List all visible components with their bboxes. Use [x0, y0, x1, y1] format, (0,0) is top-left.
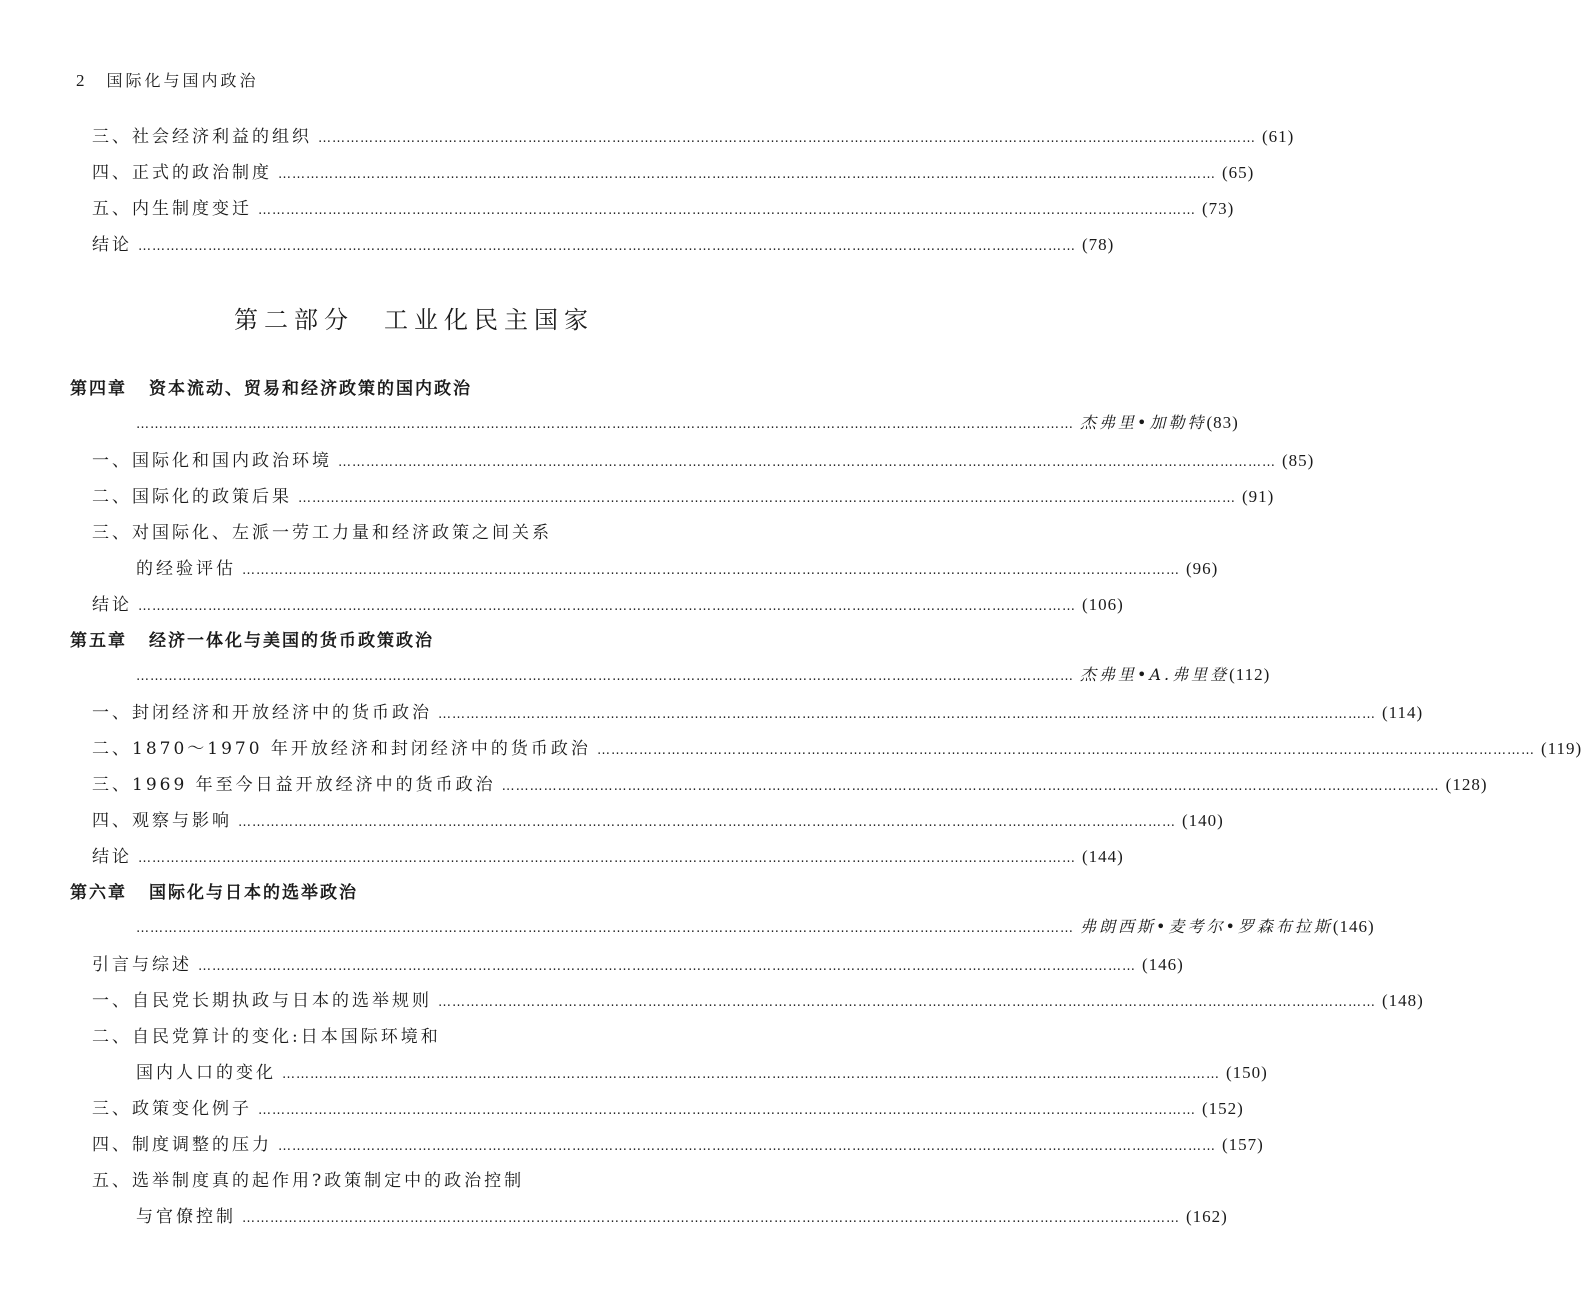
toc-entry-title: 结论: [92, 235, 132, 255]
toc-entry[interactable]: [92, 806, 1224, 831]
toc-entry-title: 引言与综述: [92, 955, 192, 975]
leader-dots: …………………………………………………………………………………………………………………………………………………………………………………: [338, 455, 1276, 470]
toc-entry[interactable]: [92, 482, 1275, 507]
toc-entry-title-line1[interactable]: 五、选举制度真的起作用?政策制定中的政治控制: [92, 1171, 525, 1191]
toc-entry-title: 结论: [92, 847, 132, 867]
chapter-author-line: [136, 914, 1375, 937]
chapter-heading[interactable]: [70, 878, 358, 903]
chapter-page: (146): [1332, 917, 1375, 936]
toc-entry-page: (106): [1082, 595, 1124, 614]
chapter-author: 杰弗里•加勒特: [1080, 413, 1207, 432]
chapter-page: (83): [1206, 413, 1239, 432]
toc-entry-title: 四、制度调整的压力: [92, 1135, 272, 1155]
chapter-title: 国际化与日本的选举政治: [149, 883, 358, 903]
toc-entry-title-line2: 的经验评估: [136, 559, 236, 579]
toc-entry-title-line2: 国内人口的变化: [136, 1063, 276, 1083]
chapter-number: 第四章: [70, 379, 127, 399]
leader-dots: …………………………………………………………………………………………………………………………………………………………………………………: [138, 599, 1076, 614]
toc-entry-title-line1[interactable]: 二、自民党算计的变化:日本国际环境和: [92, 1027, 441, 1047]
toc-entry-title: 二、1870～1970 年开放经济和封闭经济中的货币政治: [92, 739, 591, 759]
chapter-title: 资本流动、贸易和经济政策的国内政治: [149, 379, 472, 399]
toc-entry-page: (148): [1382, 991, 1424, 1010]
toc-entry-title: 三、社会经济利益的组织: [92, 127, 312, 147]
leader-dots: …………………………………………………………………………………………………………………………………………………………………………………: [136, 417, 1074, 432]
page-number: 2: [76, 71, 85, 90]
toc-entry-page: (140): [1182, 811, 1224, 830]
toc-entry[interactable]: [92, 158, 1255, 183]
toc-entry-page: (162): [1186, 1207, 1228, 1226]
leader-dots: …………………………………………………………………………………………………………………………………………………………………………………: [596, 743, 1535, 758]
chapter-number: 第六章: [70, 883, 127, 903]
toc-entry-title-line2: 与官僚控制: [136, 1207, 236, 1227]
leader-dots: …………………………………………………………………………………………………………………………………………………………………………………: [258, 203, 1196, 218]
book-title: 国际化与国内政治: [106, 71, 259, 90]
toc-entry-title: 一、封闭经济和开放经济中的货币政治: [92, 703, 432, 723]
toc-entry[interactable]: [92, 194, 1235, 219]
chapter-title: 经济一体化与美国的货币政策政治: [149, 631, 434, 651]
toc-entry[interactable]: [92, 446, 1315, 471]
toc-entry[interactable]: [92, 734, 1582, 759]
leader-dots: …………………………………………………………………………………………………………………………………………………………………………………: [278, 167, 1216, 182]
toc-entry[interactable]: [92, 122, 1295, 147]
leader-dots: …………………………………………………………………………………………………………………………………………………………………………………: [138, 239, 1076, 254]
toc-entry-title: 一、国际化和国内政治环境: [92, 451, 332, 471]
toc-entry-page: (119): [1540, 739, 1582, 758]
chapter-number: 第五章: [70, 631, 127, 651]
toc-entry[interactable]: [92, 842, 1124, 867]
toc-entry-title-line1[interactable]: 三、对国际化、左派一劳工力量和经济政策之间关系: [92, 523, 552, 543]
leader-dots: …………………………………………………………………………………………………………………………………………………………………………………: [298, 491, 1236, 506]
toc-entry[interactable]: [92, 770, 1488, 795]
toc-entry[interactable]: [92, 986, 1424, 1011]
toc-entry-page: (91): [1242, 487, 1275, 506]
toc-entry-page: (73): [1202, 199, 1235, 218]
toc-entry-page: (85): [1282, 451, 1315, 470]
leader-dots: …………………………………………………………………………………………………………………………………………………………………………………: [242, 1211, 1180, 1226]
chapter-page: (112): [1229, 665, 1271, 684]
toc-entry-page: (128): [1445, 775, 1488, 794]
leader-dots: …………………………………………………………………………………………………………………………………………………………………………………: [438, 995, 1376, 1010]
toc-entry-page: (96): [1186, 559, 1219, 578]
toc-entry-title: 四、观察与影响: [92, 811, 232, 831]
chapter-heading[interactable]: [70, 626, 434, 651]
toc-entry[interactable]: [92, 1130, 1264, 1155]
chapter-author: 杰弗里•A.弗里登: [1080, 665, 1230, 684]
toc-entry[interactable]: [92, 590, 1124, 615]
toc-entry[interactable]: [136, 554, 1219, 579]
toc-entry[interactable]: [92, 950, 1184, 975]
leader-dots: …………………………………………………………………………………………………………………………………………………………………………………: [136, 669, 1074, 684]
toc-entry-page: (61): [1262, 127, 1295, 146]
leader-dots: …………………………………………………………………………………………………………………………………………………………………………………: [318, 131, 1256, 146]
toc-entry-title: 结论: [92, 595, 132, 615]
chapter-heading[interactable]: [70, 374, 472, 399]
part-title: 第二部分 工业化民主国家: [234, 306, 594, 334]
toc-entry[interactable]: [92, 230, 1115, 255]
leader-dots: …………………………………………………………………………………………………………………………………………………………………………………: [258, 1103, 1196, 1118]
leader-dots: …………………………………………………………………………………………………………………………………………………………………………………: [282, 1067, 1220, 1082]
leader-dots: …………………………………………………………………………………………………………………………………………………………………………………: [198, 959, 1136, 974]
toc-entry-page: (157): [1222, 1135, 1264, 1154]
toc-entry-page: (114): [1382, 703, 1424, 722]
toc-entry[interactable]: [92, 698, 1424, 723]
toc-entry-page: (65): [1222, 163, 1255, 182]
chapter-author-line: [136, 410, 1239, 433]
chapter-author: 弗朗西斯•麦考尔•罗森布拉斯: [1080, 917, 1333, 936]
toc-entry-title: 三、1969 年至今日益开放经济中的货币政治: [92, 775, 496, 795]
toc-entry-title: 三、政策变化例子: [92, 1099, 252, 1119]
toc-entry-page: (78): [1082, 235, 1115, 254]
toc-entry-title: 五、内生制度变迁: [92, 199, 252, 219]
leader-dots: …………………………………………………………………………………………………………………………………………………………………………………: [242, 563, 1180, 578]
toc-entry[interactable]: [136, 1202, 1228, 1227]
leader-dots: …………………………………………………………………………………………………………………………………………………………………………………: [136, 921, 1074, 936]
toc-entry-page: (152): [1202, 1099, 1244, 1118]
leader-dots: …………………………………………………………………………………………………………………………………………………………………………………: [278, 1139, 1216, 1154]
toc-entry-page: (144): [1082, 847, 1124, 866]
toc-entry-title: 一、自民党长期执政与日本的选举规则: [92, 991, 432, 1011]
toc-entry-page: (146): [1142, 955, 1184, 974]
running-header: [76, 68, 259, 91]
toc-entry-page: (150): [1226, 1063, 1268, 1082]
chapter-author-line: [136, 662, 1271, 685]
toc-entry-title: 二、国际化的政策后果: [92, 487, 292, 507]
leader-dots: …………………………………………………………………………………………………………………………………………………………………………………: [501, 779, 1440, 794]
toc-entry[interactable]: [92, 1094, 1244, 1119]
leader-dots: …………………………………………………………………………………………………………………………………………………………………………………: [438, 707, 1376, 722]
leader-dots: …………………………………………………………………………………………………………………………………………………………………………………: [238, 815, 1176, 830]
toc-entry[interactable]: [136, 1058, 1268, 1083]
toc-entry-title: 四、正式的政治制度: [92, 163, 272, 183]
leader-dots: …………………………………………………………………………………………………………………………………………………………………………………: [138, 851, 1076, 866]
